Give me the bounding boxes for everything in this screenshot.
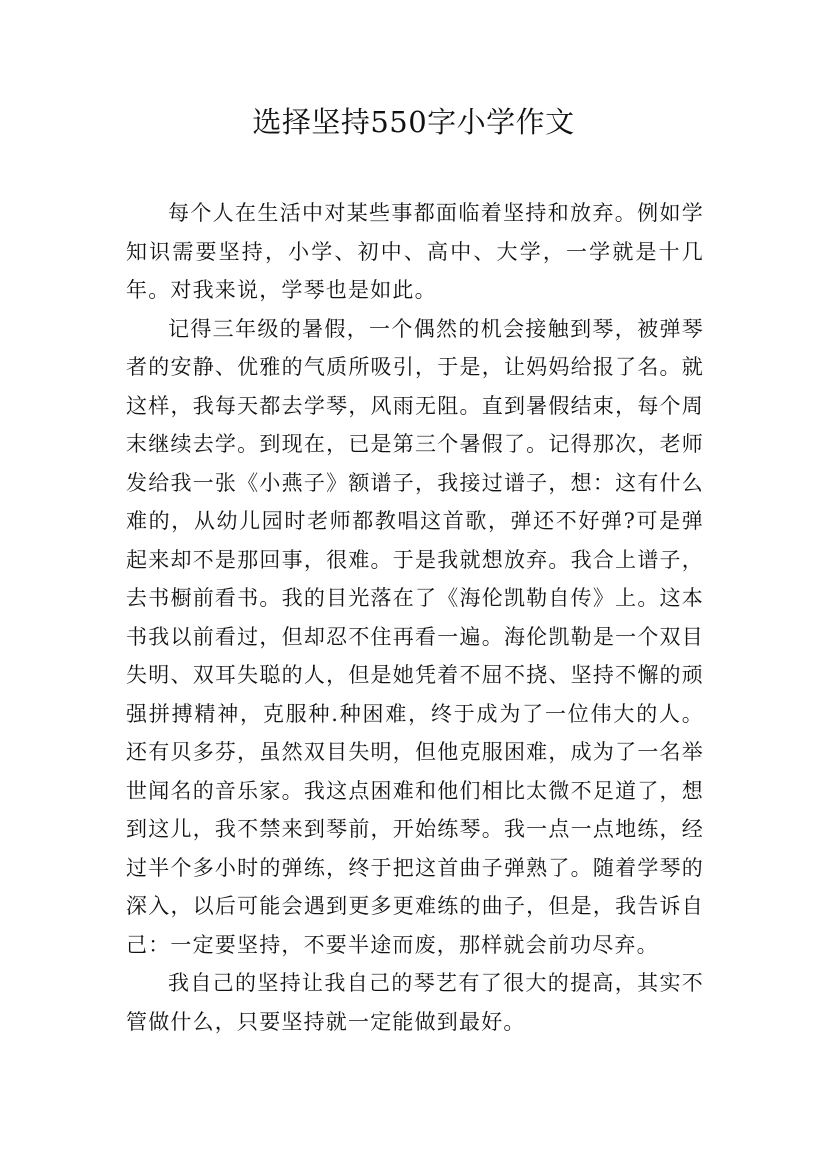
document-title: 选择坚持550字小学作文 [252,105,575,139]
paragraph-conclusion: 我自己的坚持让我自己的琴艺有了很大的提高，其实不管做什么，只要坚持就一定能做到最好。 [126,971,704,1034]
document-body [126,194,704,1041]
paragraph-intro: 每个人在生活中对某些事都面临着坚持和放弃。例如学知识需要坚持，小学、初中、高中、大学，一学就是十几年。对我来说，学琴也是如此。 [126,201,704,302]
paragraph-story: 记得三年级的暑假，一个偶然的机会接触到琴，被弹琴者的安静、优雅的气质所吸引，于是，让妈妈给报了名。就这样，我每天都去学琴，风雨无阻。直到暑假结束，每个周末继续去学。到现在，已是第三个暑假了。记得那次，老师发给我一张《小燕子》额谱子，我接过谱子，想：这有什么难的，从幼儿园时老师都教唱这首歌，弹还不好弹?可是弹起来却不是那回事，很难。于是我就想放弃。我合上谱子，去书橱前看书。我的目光落在了《海伦凯勒自传》上。这本书我以前看过，但却忍不住再看一遍。海伦凯勒是一个双目失明、双耳失聪的人，但是她凭着不屈不挠、坚持不懈的顽强拼搏精神，克服种.种困难，终于成为了一位伟大的人。还有贝多芬，虽然双目失明，但他克服困难，成为了一名举世闻名的音乐家。我这点困难和他们相比太微不足道了，想到这儿，我不禁来到琴前，开始练琴。我一点一点地练，经过半个多小时的弹练，终于把这首曲子弹熟了。随着学琴的深入，以后可能会遇到更多更难练的曲子，但是，我告诉自己：一定要坚持，不要半途而废，那样就会前功尽弃。 [126,316,704,957]
